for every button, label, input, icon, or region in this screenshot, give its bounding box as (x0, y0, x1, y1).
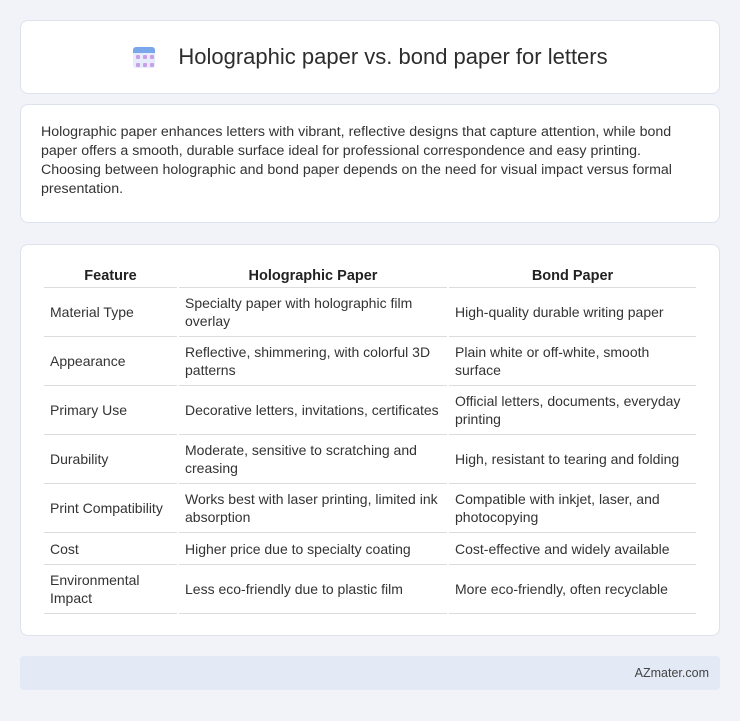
cell-bond: Compatible with inkjet, laser, and photocopying (449, 484, 696, 533)
title-wrap (132, 44, 607, 70)
page-title: Holographic paper vs. bond paper for letters (178, 44, 608, 69)
cell-holographic: Moderate, sensitive to scratching and creasing (179, 435, 447, 484)
cell-bond: Official letters, documents, everyday printing (449, 386, 696, 435)
cell-holographic: Higher price due to specialty coating (179, 533, 447, 565)
comparison-table (42, 263, 698, 614)
intro-paragraph: Holographic paper enhances letters with vibrant, reflective designs that capture attention, while bond paper offers a smooth, durable surface ideal for professional correspondence and easy printing. Choosing between holographic and bond paper depends on the need for visual impact versus formal presentation. (41, 124, 672, 197)
cell-feature: Primary Use (44, 386, 177, 435)
table-row (44, 386, 696, 435)
cell-holographic: Reflective, shimmering, with colorful 3D patterns (179, 337, 447, 386)
column-header-holographic: Holographic Paper (179, 263, 447, 288)
column-header-bond: Bond Paper (449, 263, 696, 288)
cell-bond: High-quality durable writing paper (449, 288, 696, 337)
cell-bond: Plain white or off-white, smooth surface (449, 337, 696, 386)
calendar-icon (132, 45, 156, 69)
comparison-card (20, 244, 720, 636)
cell-bond: High, resistant to tearing and folding (449, 435, 696, 484)
title-card (20, 20, 720, 94)
table-row (44, 565, 696, 614)
table-row (44, 288, 696, 337)
table-header-row (44, 263, 696, 288)
cell-bond: More eco-friendly, often recyclable (449, 565, 696, 614)
cell-feature: Cost (44, 533, 177, 565)
footer-bar (20, 656, 720, 690)
column-header-feature: Feature (44, 263, 177, 288)
table-row (44, 484, 696, 533)
cell-holographic: Specialty paper with holographic film overlay (179, 288, 447, 337)
table-row (44, 337, 696, 386)
cell-holographic: Less eco-friendly due to plastic film (179, 565, 447, 614)
cell-feature: Environmental Impact (44, 565, 177, 614)
cell-feature: Appearance (44, 337, 177, 386)
cell-feature: Material Type (44, 288, 177, 337)
cell-feature: Print Compatibility (44, 484, 177, 533)
cell-feature: Durability (44, 435, 177, 484)
table-row (44, 533, 696, 565)
footer-site-link[interactable]: AZmater.com (634, 666, 709, 680)
intro-card (20, 104, 720, 223)
cell-bond: Cost-effective and widely available (449, 533, 696, 565)
table-row (44, 435, 696, 484)
cell-holographic: Decorative letters, invitations, certificates (179, 386, 447, 435)
cell-holographic: Works best with laser printing, limited ink absorption (179, 484, 447, 533)
